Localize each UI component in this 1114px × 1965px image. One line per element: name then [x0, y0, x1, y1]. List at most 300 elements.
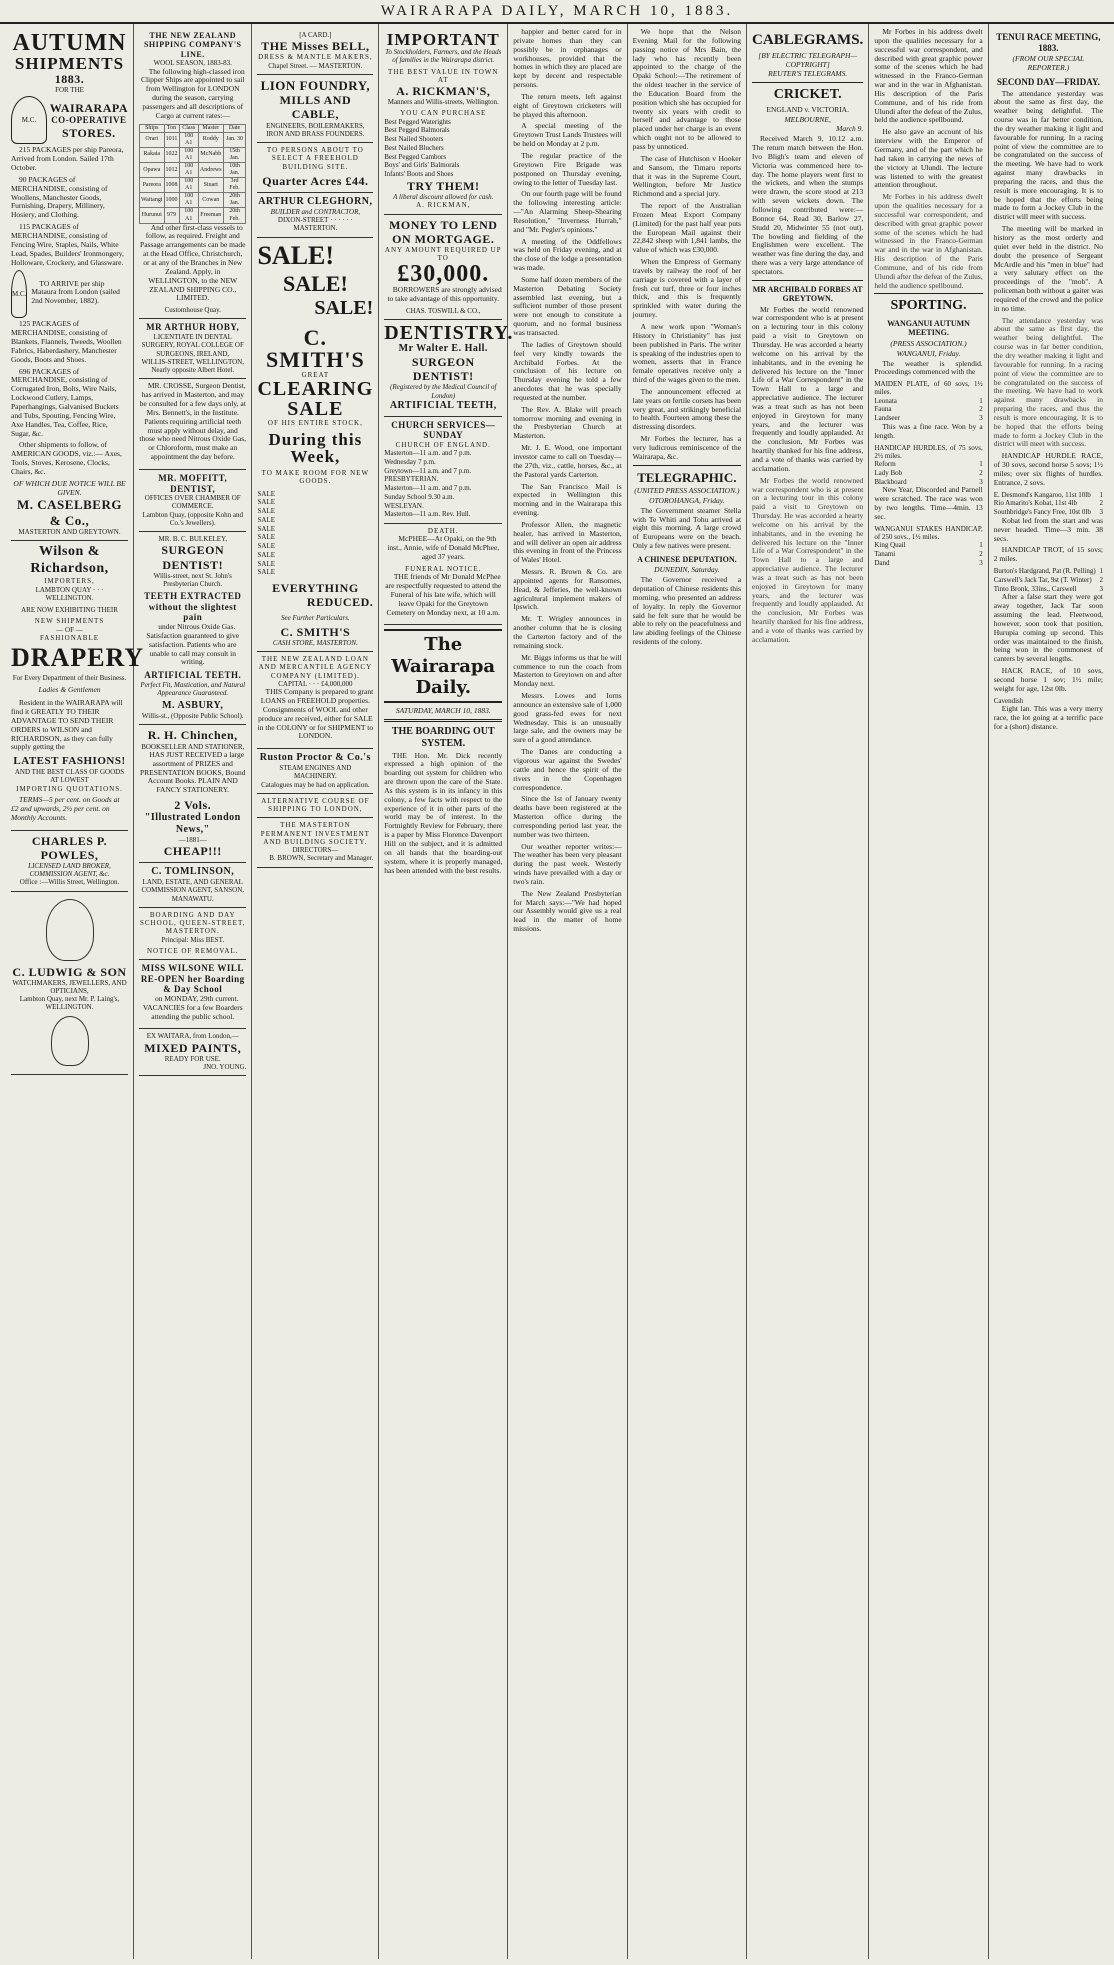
lowest: AND THE BEST CLASS OF GOODS AT LOWEST	[14, 768, 125, 785]
sale-list-item: SALE	[257, 568, 275, 577]
horse-name: Blackboard	[874, 477, 907, 486]
ad-nz-shipping	[139, 28, 246, 319]
principal: Principal: Miss BEST.	[161, 935, 225, 944]
telegraphic: TELEGRAPHIC.	[637, 469, 737, 485]
ad-bell	[257, 28, 373, 75]
ship-cell: 100 A1	[179, 147, 198, 162]
sale-2: SALE!	[282, 271, 348, 297]
bulkeley2: Willis-street, next St. John's Presbyterian Church.	[153, 571, 232, 588]
cablegrams: CABLEGRAMS.	[752, 32, 864, 48]
bell3: Chapel Street. — MASTERTON.	[268, 61, 363, 70]
boarding-out-title: THE BOARDING OUT SYSTEM.	[391, 725, 495, 749]
ship-cell: Stuart	[198, 178, 223, 193]
forbes-body: Mr Forbes the world renowned war correspondent who is at present on a lecturing tour in this colony paid a visit to Greytown on Thursday. He was accorded a hearty welcome on his arrival by the inhabitants, and in the evening he delivered his lecture on the "Inner Life of a War Correspondent" in the Town Hall to a large and appreciative audience. The lecturer was a treat such as has not been enjoyed in Greytown for many years, and the lecturer was frequently and loudly applauded. At the conclusion, Mr Forbes was heartily thanked for his fine address, and a vote of thanks was carried by acclamation.	[752, 304, 864, 473]
wanganui: WANGANUI AUTUMN MEETING.	[887, 318, 970, 338]
church-list-item: PRESBYTERIAN.	[384, 475, 439, 484]
dunedin: DUNEDIN, Saturday.	[654, 565, 720, 575]
ship-header-cell: Master	[198, 124, 223, 132]
rickman2: Manners and Willis-streets, Wellington.	[387, 98, 499, 107]
teeth2: under Nitrous Oxide Gas. Satisfaction guaranteed to give satisfaction. Patients who are unable to call may consult in writing.	[146, 622, 240, 667]
result-row	[874, 541, 982, 550]
toswill: CHAS. TOSWILL & CO.,	[405, 307, 481, 316]
c6-para3: The report of the Australian Frozen Meat Export Company (Limited) for the past half year puts the European Mail against their 22,842 sheep with 1,841 lambs, the value of which was £30,000.	[632, 201, 742, 255]
item2: 90 PACKAGES of MERCHANDISE, consisting of Woollens, Manchester Goods, Furnishing, Drapery, Millinery, Hosiery, and Clothing.	[11, 174, 108, 220]
ad-lion-foundry	[257, 75, 373, 143]
paper-title: The Wairarapa Daily.	[384, 629, 502, 703]
column-3	[252, 24, 379, 1959]
crosse: MR. CROSSE, Surgeon Dentist, has arrived in Masterton, and may be consulted for a few days only, at Mrs. Bennett's, in the Institute. Patients requiring artificial teeth must apply without delay, and those who need Nitrous Oxide Gas, or Chloroform, must make an appointment the day before.	[139, 381, 247, 462]
sale-list	[257, 490, 373, 578]
chinchen3: HAS JUST RECEIVED a large assortment of PRIZES and PRESENTATION BOOKS, Bound Account Books. PLAIN AND FANCY STATIONERY.	[140, 749, 246, 795]
placing: 1	[979, 396, 983, 405]
ship-cell: 100 A1	[179, 208, 198, 223]
table-row	[140, 163, 246, 178]
c6-para4: When the Empress of Germany travels by railway the roof of her carriage is covered with a layer of fresh cut turf, three or four inches thick, and this is frequently sprinkled with water during the journey.	[632, 257, 742, 320]
cleghorn2: BUILDER and CONTRACTOR,	[270, 207, 361, 216]
result-row	[874, 460, 982, 469]
tel2: The Governor received a deputation of Chinese residents this morning, who presented an address of loyalty. In reply the Governor said he felt sure that he would be able to rely on the peacefulness and law abiding feelings of the Chinese residents of the colony.	[632, 575, 742, 647]
march: March 9.	[836, 124, 864, 134]
entire: OF HIS ENTIRE STOCK,	[267, 418, 363, 427]
masterton-bs: THE MASTERTON PERMANENT INVESTMENT AND BUILDING SOCIETY.	[260, 821, 370, 846]
horse-name: Southbridge's Fancy Free, 10st 0lb	[993, 508, 1091, 517]
table-row	[140, 178, 246, 193]
cleghorn: ARTHUR CLEGHORN,	[258, 195, 373, 207]
ad-ruston	[257, 749, 373, 794]
asbury: M. ASBURY,	[162, 700, 224, 712]
c6-para2: The case of Hutchison v Hooker and Sansom, the Timaru reports that it was in the Supreme Court, Wellington, before Mr Justice Richmond and a special jury.	[632, 153, 742, 199]
dentistry: DENTISTRY.	[384, 322, 514, 345]
sale-3: SALE!	[314, 297, 374, 320]
result-row	[994, 499, 1103, 508]
goods-list-item: Best Pegged Balmorals	[384, 126, 450, 135]
importers: IMPORTERS,	[44, 577, 95, 586]
c5-para1: happier and better cared for in private homes than they can possibly be in orphanages or workhouses, provided that the homes in which they are placed are kept by decent and respectable persons.	[513, 27, 622, 90]
weather: The weather is splendid. Proceedings commenced with the	[874, 358, 983, 377]
ship-cell: Freeman	[198, 208, 223, 223]
ship-cell: 1011	[164, 132, 179, 147]
waitara: EX WAITARA, from London,—	[146, 1032, 239, 1041]
purchase: YOU CAN PURCHASE	[400, 109, 487, 118]
placing: 3	[1099, 584, 1104, 593]
card: [A CARD.]	[299, 31, 332, 39]
church-list-item: Masterton—11 a.m. and 7 p.m.	[384, 449, 472, 458]
ad-paints	[139, 1029, 246, 1076]
particulars: See Further Particulars.	[281, 613, 350, 622]
church-list-item: Sunday School 9.30 a.m.	[384, 492, 455, 501]
drapery: DRAPERY	[11, 643, 145, 673]
ad-caselberg	[11, 28, 128, 541]
ludwig: C. LUDWIG & SON	[12, 964, 127, 979]
boarding: BOARDING AND DAY SCHOOL, QUEEN-STREET, MASTERTON.	[140, 910, 246, 936]
c9-body1: The attendance yesterday was about the same as first day, the weather being delightful. The course was in far better condition, the dry weather making it light and favourable for running. In a racing point of view the committee are to be congratulated on the success of the meeting. We have had to work against many drawbacks in preparing the races, and thus the result is more encouraging. It is to be hoped that the efforts being made to form a Jockey Club in the district will meet with success.	[993, 88, 1104, 222]
forbes-body-cont: Mr Forbes the world renowned war correspondent who is at present on a lecturing tour in this colony paid a visit to Greytown on Thursday. He was accorded a hearty welcome on his arrival by the inhabitants, and in the evening he delivered his lecture on the "Inner Life of a War Correspondent" in the Town Hall to a large and appreciative audience. The lecturer was a treat such as has not been enjoyed in Greytown for many years, and the lecturer was frequently and loudly applauded. At the conclusion, Mr Forbes was heartily thanked for his fine address, and a vote of thanks was carried by acclamation.	[752, 475, 864, 644]
ad-building-site	[257, 143, 373, 193]
ship-cell: Cowan	[198, 193, 223, 208]
borrowers: BORROWERS are strongly advised to take advantage of this opportunity.	[387, 285, 502, 304]
autumn-heading: AUTUMN	[12, 30, 127, 56]
goods-list-item: Best Pegged Waterights	[384, 117, 451, 126]
mc-stamp-2: M.C.	[11, 270, 27, 318]
stores: STORES.	[62, 125, 116, 140]
ship-cell: Jan. 30	[223, 132, 246, 147]
brown: B. BROWN, Secretary and Manager.	[269, 854, 374, 863]
result-row	[874, 405, 982, 414]
ship-cell: 979	[164, 208, 179, 223]
lion: LION FOUNDRY,	[260, 77, 371, 93]
importing: IMPORTING QUOTATIONS.	[16, 784, 123, 793]
ad-wilson-richardson	[11, 541, 145, 830]
loan-body: THIS Company is prepared to grant LOANS on FREEHOLD properties. Consignments of WOOL and other produce are received, either for SALE in the COLONY or for SHIPMENT to LONDON.	[257, 687, 374, 741]
ship-cell: 10th Jan.	[223, 163, 246, 178]
church2: CHURCH OF ENGLAND.	[395, 440, 491, 449]
teeth: TEETH EXTRACTED without the slightest pain	[144, 591, 242, 623]
ship-table	[139, 124, 246, 224]
item5: 125 PACKAGES of MERCHANDISE, consisting of Blankets, Flannels, Tweeds, Woollen Fabrics, Haberdashery, Manchester Goods, Boots and Shoes.	[11, 319, 122, 364]
ship-cell: 100 A1	[179, 193, 198, 208]
ship-cell: 3rd Feb.	[223, 178, 246, 193]
special: (FROM OUR SPECIAL REPORTER.)	[1012, 54, 1085, 73]
c5-para6: A meeting of the Oddfellows was held on Friday evening, and at the close of the lodge a presentation was made.	[513, 236, 622, 273]
ruston2: STEAM ENGINES AND MACHINERY.	[279, 764, 352, 781]
wairarapa: WAIRARAPA	[49, 100, 128, 115]
great: GREAT	[301, 370, 330, 379]
ad-money	[384, 215, 502, 321]
ship-cell: 20th Jan.	[223, 193, 246, 208]
c9-body2: The meeting will be marked in history as the most orderly and quiet ever held in the district. No doubt the presence of Sergeant McArdle and his "men in blue" had a very salutary effect on the proceedings of the "mob". A policeman both without a gaiter was required of the crowd and the police in no time.	[993, 224, 1104, 313]
ad-tomlinson	[139, 863, 246, 908]
notice: OF WHICH DUE NOTICE WILL BE GIVEN.	[13, 478, 126, 497]
ship-cell: 1022	[164, 147, 179, 162]
ad-loan-co	[257, 652, 373, 749]
placing: 3	[979, 558, 983, 567]
surgeon-dentist: SURGEON DENTIST!	[161, 543, 225, 572]
column-8	[869, 24, 988, 1959]
placing: 2	[1099, 499, 1104, 508]
shipments-heading: SHIPMENTS	[14, 54, 125, 73]
result-row	[994, 567, 1103, 576]
ad-alternative	[257, 794, 373, 819]
c5-para4: The regular practice of the Greytown Fire Brigade was postponed on Thursday evening, owing to the letter of Tuesday last.	[513, 150, 622, 187]
c6-para5: A new work upon "Woman's History in Christianity" has just been published in Paris. The writer is speaking of the industries open to women, asserts that in France female operatives receive only a third of the wages given to the men.	[632, 322, 742, 385]
c5-para2: The return meets, left against eight of Greytown cricketers will be played this afternoon.	[513, 91, 622, 119]
alternative: ALTERNATIVE COURSE OF SHIPPING TO LONDON,	[261, 796, 370, 814]
horse-name: Leonata	[874, 396, 897, 405]
for-the: FOR THE	[55, 86, 84, 95]
sale-list-item: SALE	[257, 498, 275, 507]
horse-name: Tanami	[874, 550, 896, 559]
death-text: McPHEE—At Opaki, on the 9th inst., Annie, wife of Donald McPhee, aged 37 years.	[387, 534, 500, 562]
church-services	[384, 417, 502, 524]
ship-intro: The following high-classed iron Clipper Ships are appointed to sail from Wellington for LONDON during the season, carrying passengers and all descriptions of Cargo at current rates:—	[140, 66, 245, 120]
discount: A liberal discount allowed for cash.	[393, 193, 494, 202]
sale-1: SALE!	[257, 240, 335, 270]
result-row	[874, 550, 982, 559]
c9-trot: HANDICAP TROT, of 15 sovs; 2 miles.	[993, 545, 1104, 564]
sale-list-item: SALE	[257, 507, 275, 516]
sport-press: (PRESS ASSOCIATION.)	[890, 338, 967, 348]
c9-final: Eight lan. This was a very merry race, the lot going at a terrific pace for a (short) distance.	[993, 703, 1104, 731]
wanganui-day: WANGANUI, Friday.	[896, 348, 961, 358]
ship-header-cell: Ships	[140, 124, 165, 132]
ship-cell: 1008	[164, 178, 179, 193]
sale-list-item: SALE	[257, 515, 275, 524]
goods-list-item: Best Nailed Shooters	[384, 135, 444, 144]
csmith: C. SMITH'S	[266, 324, 365, 372]
vacancies: on MONDAY, 29th current. VACANCIES for a few Boarders attending the public school.	[142, 993, 243, 1021]
sale-list-item: SALE	[257, 550, 275, 559]
ad-chinchen	[139, 725, 246, 863]
result-row	[874, 559, 982, 568]
moffitt: MR. MOFFITT, DENTIST,	[158, 472, 228, 494]
column-4	[379, 24, 514, 1959]
powles3: Office :—Willis Street, Wellington.	[19, 878, 120, 887]
sale-list-item: SALE	[257, 489, 275, 498]
placing: 3	[979, 477, 983, 486]
ship-cell: Pareora	[140, 178, 165, 193]
sale-list-item: SALE	[257, 533, 275, 542]
ship-cell: McNabb	[198, 147, 223, 162]
sale-list-item: SALE	[257, 524, 275, 533]
placing: 2	[979, 468, 983, 477]
artificial: ARTIFICIAL TEETH,	[389, 399, 497, 411]
important2: To Stockholders, Farmers, and the Heads of families in the Wairarapa district.	[385, 48, 502, 65]
iln: "Illustrated London News,"	[144, 812, 241, 835]
cricket: CRICKET.	[773, 87, 842, 103]
mc-stamp: M.C.	[11, 96, 47, 144]
horse-name: Lady Bob	[874, 468, 903, 477]
columns	[6, 24, 1108, 1959]
c5-para15: Mr. Biggs informs us that he will commence to run the coach from Masterton to Greytown on and after Monday next.	[513, 652, 622, 689]
column-1	[6, 24, 145, 1959]
quarter: Quarter Acres £44.	[262, 173, 369, 188]
item3: 115 PACKAGES of MERCHANDISE, consisting of Fencing Wire, Staples, Nails, White Lead, Spades, Builders' Ironmongery, Holloware, Crockery, and Glassware.	[11, 222, 124, 267]
footer1: Other shipments to follow, of AMERICAN GOODS, viz.:— Axes, Tools, Stoves, Kerosene, Clocks, Chairs, &c.	[11, 440, 122, 476]
ludwig2: WATCHMAKERS, JEWELLERS, AND OPTICIANS,	[12, 978, 127, 995]
table-row	[140, 132, 246, 147]
caselberg-loc: MASTERTON AND GREYTOWN.	[18, 528, 121, 537]
year: 1883.	[54, 72, 85, 86]
c5-para5: On our fourth page will be found the following interesting article:—"An Alarming Sheep-Shearing Resolution," "Inverness Hurrah," and "Mr. Pegler's opinions."	[513, 189, 622, 234]
ship-cell: 100 A1	[179, 132, 198, 147]
ship-cell: Hurunui	[140, 208, 165, 223]
ad-cleghorn	[257, 193, 373, 238]
forbes-title: MR ARCHIBALD FORBES AT GREYTOWN.	[752, 284, 863, 304]
caselberg: M. CASELBERG & Co.,	[17, 497, 122, 528]
column-6	[628, 24, 747, 1959]
ship-cell: Roddy	[198, 132, 223, 147]
wilson: Wilson & Richardson,	[30, 544, 109, 576]
stakes-list	[874, 541, 982, 567]
horse-name: Dand	[874, 558, 890, 567]
funeral: FUNERAL NOTICE.	[405, 564, 482, 573]
registered: (Registered by the Medical Council of London)	[390, 383, 497, 400]
ad-building-society	[257, 818, 373, 867]
c9-hurdle-list	[994, 491, 1103, 517]
death: DEATH.	[427, 527, 459, 536]
ship-cell: 100 A1	[179, 178, 198, 193]
c5-para12: Professor Allen, the magnetic healer, has arrived in Masterton, and will deliver an open air address this evening in front of the Princess of Wales' Hotel.	[513, 519, 622, 565]
ship-header-cell: Ton	[164, 124, 179, 132]
tenui: TENUI RACE MEETING, 1883.	[996, 32, 1101, 53]
ad-crosse	[139, 379, 246, 470]
cricket-body: Received March 9, 10.12 a.m. The return match between the Hon. Ivo Bligh's team and eleven of Victoria was commenced here to-day. The home players went first to the wickets, and when the stumps were drawn, the score stood at 213 with seven wickets down. The following contributed were:—Bonnor 64, Read 30, Barlow 27, Studd 20, Midwinter 55 (not out). The bowling and fielding of the Englishmen were excellent. The weather was fine during the day, and there was a very large attendance of spectators.	[752, 134, 864, 276]
c5-para14: Mr. T. Wrigley announces in another column that he is closing the Carterton factory and of the remaining stock.	[513, 614, 622, 650]
surgeon: SURGEON DENTIST!	[411, 355, 475, 384]
bell: THE Misses BELL,	[261, 39, 370, 54]
ruston3: Catalogues may be had on application.	[261, 780, 370, 789]
tel1: The Government steamer Stella with Te Whiti and Tohu arrived at eight this morning. A large crowd of Europeans were on the beach. Only a few natives were present.	[632, 505, 742, 551]
second: SECOND DAY—FRIDAY.	[996, 76, 1100, 87]
hurdle-note: New Year, Discorded and Parnell were scratched. The race was won by two lengths. Time—4min. 13 sec.	[874, 485, 983, 521]
c6-para6: The announcement effected at late years on fertile corsets has been very great, and strikingly beneficial to health. Fourteen among these the distressing disorders.	[632, 386, 742, 432]
placing: 1	[979, 460, 983, 469]
moffitt2: OFFICES OVER CHAMBER OF COMMERCE.	[144, 494, 241, 511]
lambton: LAMBTON QUAY · · · WELLINGTON.	[35, 585, 104, 602]
result-row	[994, 491, 1103, 500]
sporting: SPORTING.	[890, 298, 967, 314]
column-7	[747, 24, 869, 1959]
church-list-item: Greytown—11 a.m. and 7 p.m.	[384, 466, 472, 475]
powles: CHARLES P. POWLES,	[31, 833, 108, 862]
c9-hack: HACK RACE, of 10 sovs, second horse 1 sov; 1½ mile; weight for age, 12st 0lb.	[993, 666, 1104, 693]
melbourne: MELBOURNE,	[784, 114, 831, 124]
clearing: CLEARING	[257, 377, 374, 400]
c8-para1: Mr Forbes in his address dwelt upon the qualities necessary for a successful war correspondent, and described with great graphic power some of the scenes which he had witnessed in the Franco-German war and in the war in Afghanistan. His description of the Paris Commune, and of his ride from Ulundi after the defeat of the Zulus, held the audience spellbound.	[874, 27, 983, 125]
amount: ANY AMOUNT REQUIRED UP TO	[384, 245, 502, 263]
artificial2: Perfect Fit, Mastication, and Natural Appearance Guaranteed.	[140, 680, 246, 698]
drapery-sub: For Every Department of their Business.	[12, 674, 127, 683]
bulkeley: MR. B. C. BULKELEY,	[158, 535, 227, 544]
placing: 1	[979, 541, 983, 550]
wr-body: Resident in the WAIRARAPA will find it GREATLY TO THEIR ADVANTAGE TO SEND THEIR ORDERS to WILSON and RICHARDSON, as they can fully supply getting the	[11, 698, 123, 752]
table-row	[140, 147, 246, 162]
placing: 2	[979, 550, 983, 559]
mills: MILLS AND CABLE,	[279, 93, 352, 122]
ad-hoby	[139, 319, 246, 379]
ship-cell: Orari	[140, 132, 165, 147]
church-list-item: WESLEYAN.	[384, 501, 424, 510]
important: IMPORTANT	[386, 30, 500, 49]
reuters: REUTER'S TELEGRAMS.	[768, 69, 848, 79]
ship-cell: Rakaia	[140, 147, 165, 162]
new-shipments: NEW SHIPMENTS	[34, 617, 105, 626]
c9-cavendish: Cavendish	[993, 696, 1024, 705]
of: — OF —	[56, 625, 83, 634]
c5-para19: Our weather reporter writes:—The weather has been very pleasant during the past week. Westerly winds have prevailed with a day or two's rain.	[513, 841, 622, 886]
church-list-item: Masterton—11 a.m. Rev. Hull.	[384, 510, 471, 519]
goods-list-item: Boys' and Girls' Balmorals	[384, 161, 460, 170]
church: CHURCH SERVICES—SUNDAY	[391, 419, 496, 441]
c9-trot-list	[994, 567, 1103, 593]
pocket-watch-icon	[51, 1016, 89, 1066]
goods-list-item: Infants' Boots and Shoes	[384, 170, 454, 179]
church-list-item: Wednesday 7 p.m.	[384, 457, 436, 466]
latest: LATEST FASHIONS!	[13, 755, 126, 768]
chinese: A CHINESE DEPUTATION.	[637, 554, 737, 564]
reduced: REDUCED.	[306, 595, 374, 610]
result-row	[994, 576, 1103, 585]
money: MONEY TO LEND ON MORTGAGE.	[389, 217, 498, 246]
fashionable: FASHIONABLE	[39, 633, 100, 642]
farmers: TO PERSONS ABOUT TO SELECT A FREEHOLD BUILDING SITE.	[266, 146, 364, 171]
c8-para2: He also gave an account of his interview with the Emperor of Germany, and of the part which he had taken in carrying the news of the victory at Ulundi. The lecture was listened to with the greatest attention throughout.	[874, 127, 983, 190]
cheap: CHEAP!!!	[163, 844, 222, 859]
c6-para1: We hope that the Nelson Evening Mail for the following passing notice of Mrs Bain, the lady who has recently been appointed to the charge of the Opaki School:—The retirement of the oldest teacher in the service of the Education Board from the position which she has occupied for twenty six years with credit to herself and advantage to those placed under her charge is an event which ought not to be allowed to pass by unnoticed.	[632, 27, 742, 151]
ad-boarding-school	[139, 908, 246, 960]
vols: 2 Vols.	[174, 798, 212, 813]
mills2: ENGINEERS, BOILERMAKERS, IRON AND BRASS FOUNDERS.	[266, 121, 365, 138]
ad-bulkeley	[139, 532, 246, 725]
during: During this Week,	[268, 430, 363, 467]
ad-smith-sale	[257, 238, 373, 653]
ad-ludwig	[11, 892, 128, 1075]
cash: CASH STORE, MASTERTON.	[272, 638, 358, 647]
ship-cell: Andrews	[198, 163, 223, 178]
directors: DIRECTORS—	[292, 846, 339, 855]
iln-year: —1881—	[178, 835, 207, 844]
placing: 2	[979, 405, 983, 414]
c5-para7: Some half dozen members of the Masterton Debating Society assembled last evening, but a sufficient number of those present were not enough to constitute a quorum, and no formal business was transacted.	[513, 274, 622, 337]
result-row	[874, 397, 982, 406]
artificial: ARTIFICIAL TEETH.	[144, 670, 242, 681]
placing: 2	[1099, 575, 1104, 584]
press: (UNITED PRESS ASSOCIATION.)	[634, 485, 740, 495]
result-row	[874, 469, 982, 478]
c5-para13: Messrs. R. Brown & Co. are appointed agents for Ransomes, Head, & Jefferies, the well-known agricultural implement makers of Ipswich.	[513, 567, 622, 612]
england: ENGLAND v. VICTORIA.	[766, 104, 849, 114]
c8-para1-cont: Mr Forbes in his address dwelt upon the qualities necessary for a successful war correspondent, and described with great graphic power some of the scenes which he had witnessed in the Franco-German war and in the war in Afghanistan. His description of the Paris Commune, and of his ride from Ulundi after the defeat of the Zulus, held the audience spellbound.	[874, 192, 983, 290]
c9-hurdle-note: Kobat led from the start and was never headed. Time—3 min. 38 secs.	[993, 515, 1104, 543]
ad-rickman	[384, 28, 502, 215]
horse-name: Carswell's Jack Tar, 9st (T. Winter)	[993, 575, 1092, 584]
item4: TO ARRIVE per ship Mataura from London (sailed 2nd November, 1882).	[31, 278, 120, 306]
ship-cell: 1000	[164, 193, 179, 208]
maiden-won: This was a fine race. Won by a length.	[874, 421, 983, 440]
ship-header-cell: Date	[223, 124, 246, 132]
csmith2: C. SMITH'S	[280, 624, 351, 639]
column-9	[989, 24, 1108, 1959]
c5-para3: A special meeting of the Greytown Trust Lands Trustees will be held on Monday at 2 p.m.	[513, 121, 622, 149]
try: TRY THEM!	[407, 178, 480, 193]
rickman3: A. RICKMAN,	[416, 201, 471, 210]
rickman: A. RICKMAN'S,	[396, 84, 491, 98]
column-5	[508, 24, 627, 1959]
watch-icon	[46, 899, 94, 961]
hurdles: HANDICAP HURDLES, of 75 sovs, 2½ miles.	[874, 443, 983, 460]
stakes: WANGANUI STAKES HANDICAP, of 250 sovs., 1½ miles.	[874, 524, 983, 542]
ruston: Ruston Proctor & Co.'s	[259, 752, 371, 764]
item1: 215 PACKAGES per ship Pareora, Arrived from London. Sailed 17th October.	[11, 145, 124, 173]
removal: NOTICE OF REMOVAL.	[146, 946, 239, 955]
chinchen: R. H. Chinchen,	[147, 728, 238, 743]
wilson-school: MISS WILSONE WILL RE-OPEN her Boarding & Day School	[140, 963, 245, 995]
ad-powles	[11, 831, 128, 892]
c9-trot-note: After a false start they were got away together, Jack Tar soon assuming the lead. Fleetwood, however, soon took that position, Hurupia coming up second. This order was maintained to the finish, being won in the commonest of canters by several lengths.	[993, 592, 1104, 664]
church-list-item: Masterton—11 a.m. and 7 p.m.	[384, 484, 472, 493]
horse-name: King Quail	[874, 541, 906, 550]
ship-more: And other first-class vessels to follow, as required. Freight and Passage arrangements can be made at the Head Office, Christchurch, or at any of the Branches in New Zealand. Apply, in WELLINGTON, to the NEW ZEALAND SHIPPING CO., LIMITED.	[140, 222, 246, 303]
otorohanga: OTOROHANGA, Friday.	[649, 495, 725, 505]
ladies: Ladies & Gentlemen	[38, 685, 101, 695]
nz-shipping: THE NEW ZEALAND SHIPPING COMPANY'S LINE.	[143, 31, 242, 59]
placing: 3	[1099, 508, 1104, 517]
masthead: WAIRARAPA DAILY, MARCH 10, 1883.	[0, 0, 1114, 24]
hurdle-list	[874, 460, 982, 486]
hoby3: WILLIS-STREET, WELLINGTON, Nearly opposite Albert Hotel.	[141, 357, 244, 375]
c5-para16: Messrs. Lowes and Iorns announce an extensive sale of 1,000 good grass-fed ewes for next Wednesday. This is an unusually large sale, and the owners may be sure of a good attendance.	[513, 691, 622, 745]
c5-para8: The ladies of Greytown should feel very kindly towards the Archibald Forbes. At the conclusion of his lecture on Thursday evening he told a few anecdotes that he was specially requested at the number.	[513, 339, 622, 402]
